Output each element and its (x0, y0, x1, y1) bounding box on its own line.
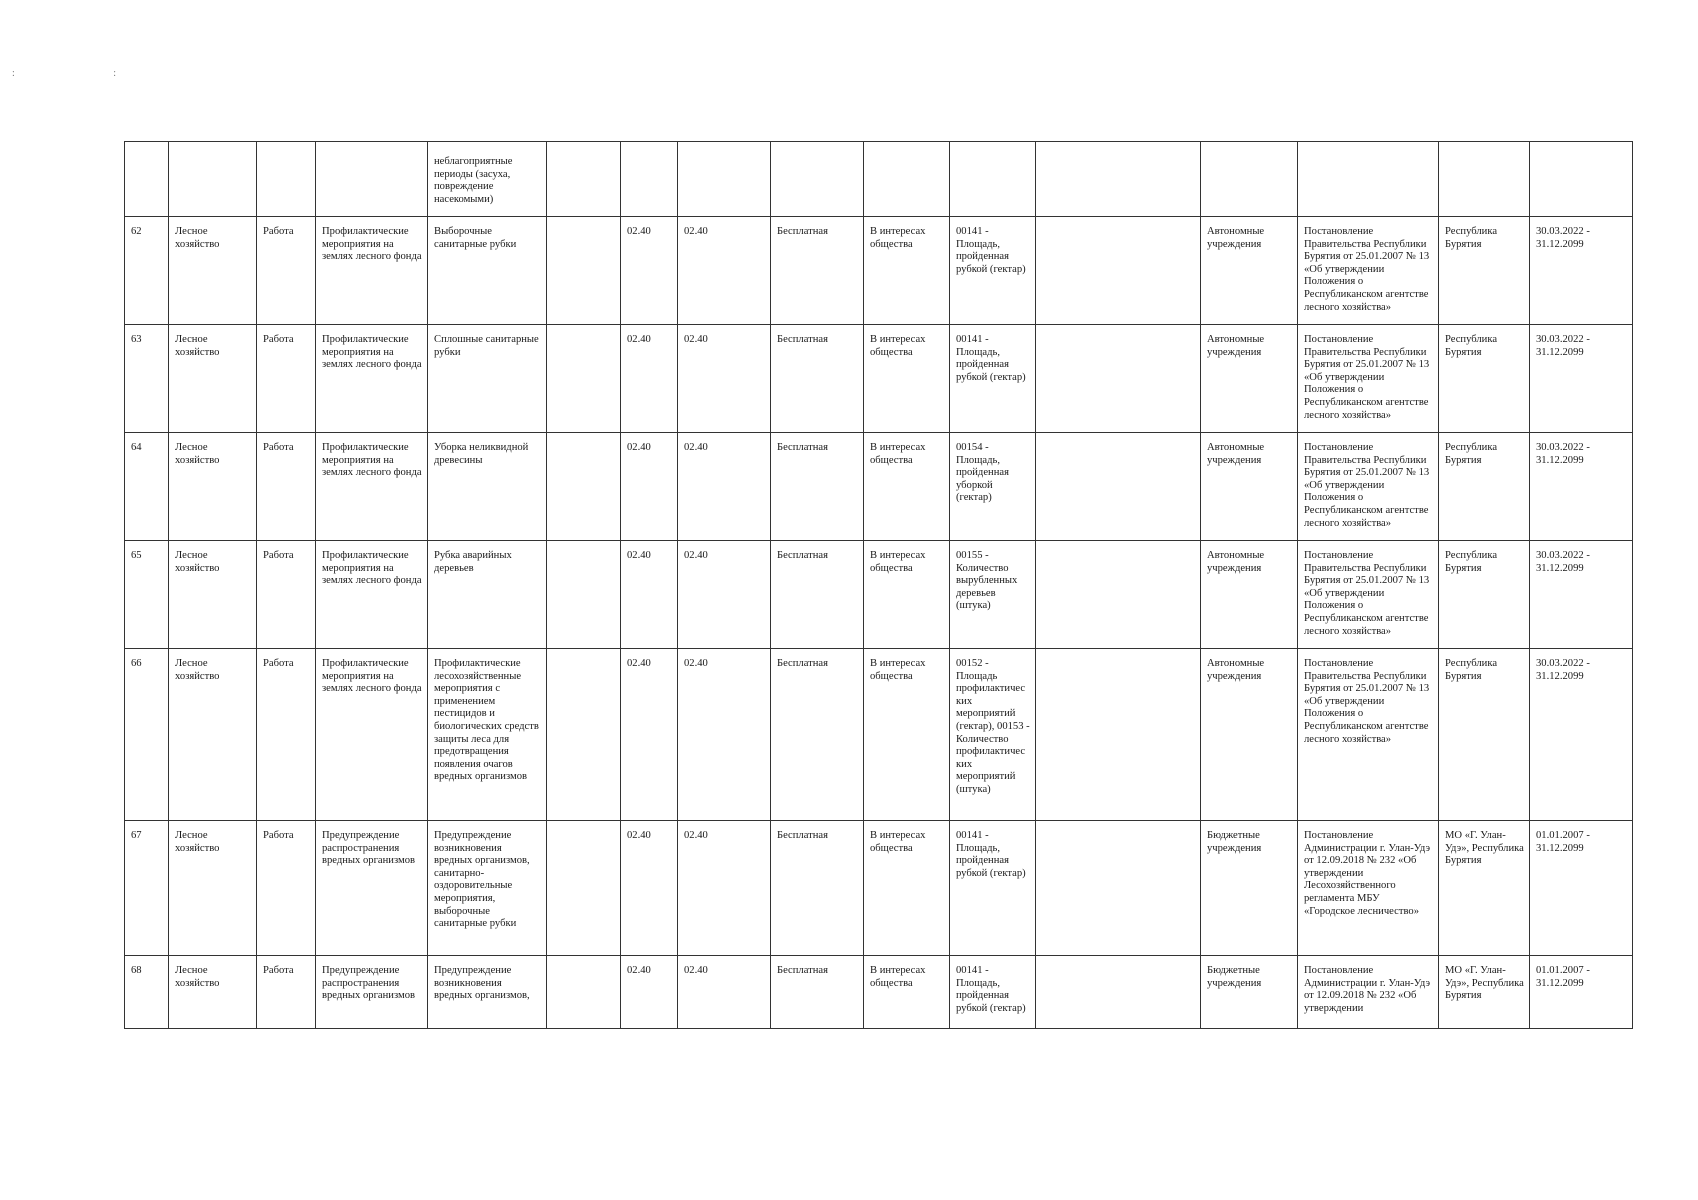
cell-code1: 02.40 (621, 541, 678, 649)
cell-num: 66 (125, 649, 169, 821)
cell-founder: Республика Бурятия (1439, 217, 1530, 325)
cell-basis: Постановление Правительства Республики Бурятия от 25.01.2007 № 13 «Об утверждении Положения о Республиканском агентстве лесного хозяйства» (1298, 217, 1439, 325)
cell-code2: 02.40 (678, 217, 771, 325)
cell-founder: Республика Бурятия (1439, 649, 1530, 821)
cell-sector: Лесное хозяйство (169, 541, 257, 649)
cell-indicator: 00141 - Площадь, пройденная рубкой (гектар) (950, 956, 1036, 1029)
cell-period (1530, 142, 1633, 217)
cell-blank (547, 142, 621, 217)
cell-content: Предупреждение распространения вредных организмов (316, 821, 428, 956)
cell-interest: В интересах общества (864, 956, 950, 1029)
cell-code2: 02.40 (678, 541, 771, 649)
cell-payment (771, 142, 864, 217)
cell-blank (547, 956, 621, 1029)
cell-blank (547, 649, 621, 821)
cell-period: 30.03.2022 - 31.12.2099 (1530, 541, 1633, 649)
cell-code1: 02.40 (621, 956, 678, 1029)
table-row (125, 217, 1633, 325)
cell-blank (1036, 142, 1201, 217)
cell-basis (1298, 142, 1439, 217)
cell-blank (547, 541, 621, 649)
cell-content: Профилактические мероприятия на землях лесного фонда (316, 433, 428, 541)
cell-indicator: 00141 - Площадь, пройденная рубкой (гектар) (950, 217, 1036, 325)
registry-table (124, 141, 1633, 1029)
table-row (125, 142, 1633, 217)
cell-type: Работа (257, 821, 316, 956)
cell-founder: Республика Бурятия (1439, 433, 1530, 541)
cell-num: 67 (125, 821, 169, 956)
cell-period: 30.03.2022 - 31.12.2099 (1530, 325, 1633, 433)
cell-indicator: 00155 - Количество вырубленных деревьев (штука) (950, 541, 1036, 649)
cell-sector: Лесное хозяйство (169, 956, 257, 1029)
cell-description: Рубка аварийных деревьев (428, 541, 547, 649)
table-row (125, 821, 1633, 956)
cell-type: Работа (257, 325, 316, 433)
cell-num: 68 (125, 956, 169, 1029)
cell-founder: Республика Бурятия (1439, 325, 1530, 433)
cell-payment: Бесплатная (771, 821, 864, 956)
cell-sector: Лесное хозяйство (169, 433, 257, 541)
cell-type (257, 142, 316, 217)
cell-type: Работа (257, 541, 316, 649)
cell-description: неблагоприятные периоды (засуха, повреждение насекомыми) (428, 142, 547, 217)
cell-indicator: 00152 - Площадь профилактических мероприятий (гектар), 00153 - Количество профилактических мероприятий (штука) (950, 649, 1036, 821)
cell-indicator (950, 142, 1036, 217)
cell-payment: Бесплатная (771, 956, 864, 1029)
cell-payment: Бесплатная (771, 541, 864, 649)
cell-blank (1036, 217, 1201, 325)
cell-type: Работа (257, 433, 316, 541)
cell-payment: Бесплатная (771, 325, 864, 433)
cell-institution: Автономные учреждения (1201, 649, 1298, 821)
cell-code2: 02.40 (678, 649, 771, 821)
table-row (125, 649, 1633, 821)
cell-basis: Постановление Правительства Республики Бурятия от 25.01.2007 № 13 «Об утверждении Положения о Республиканском агентстве лесного хозяйства» (1298, 649, 1439, 821)
cell-blank (1036, 541, 1201, 649)
cell-type: Работа (257, 956, 316, 1029)
cell-code1: 02.40 (621, 217, 678, 325)
cell-sector: Лесное хозяйство (169, 217, 257, 325)
cell-basis: Постановление Администрации г. Улан-Удэ от 12.09.2018 № 232 «Об утверждении (1298, 956, 1439, 1029)
cell-num: 62 (125, 217, 169, 325)
cell-blank (1036, 433, 1201, 541)
cell-institution (1201, 142, 1298, 217)
table-row (125, 541, 1633, 649)
cell-institution: Бюджетные учреждения (1201, 821, 1298, 956)
cell-content: Профилактические мероприятия на землях лесного фонда (316, 325, 428, 433)
table-row (125, 433, 1633, 541)
cell-institution: Бюджетные учреждения (1201, 956, 1298, 1029)
cell-description: Предупреждение возникновения вредных организмов, (428, 956, 547, 1029)
cell-period: 01.01.2007 - 31.12.2099 (1530, 956, 1633, 1029)
cell-code1: 02.40 (621, 433, 678, 541)
cell-type: Работа (257, 217, 316, 325)
cell-sector: Лесное хозяйство (169, 325, 257, 433)
cell-blank (547, 217, 621, 325)
cell-institution: Автономные учреждения (1201, 541, 1298, 649)
cell-blank (1036, 956, 1201, 1029)
cell-basis: Постановление Администрации г. Улан-Удэ от 12.09.2018 № 232 «Об утверждении Лесохозяйственного регламента МБУ «Городское лесничество» (1298, 821, 1439, 956)
cell-num: 65 (125, 541, 169, 649)
cell-num: 63 (125, 325, 169, 433)
cell-payment: Бесплатная (771, 217, 864, 325)
cell-sector (169, 142, 257, 217)
cell-blank (1036, 325, 1201, 433)
cell-num (125, 142, 169, 217)
cell-code2: 02.40 (678, 325, 771, 433)
cell-code2: 02.40 (678, 821, 771, 956)
cell-description: Профилактические лесохозяйственные мероприятия с применением пестицидов и биологических средств защиты леса для предотвращения появления очагов вредных организмов (428, 649, 547, 821)
cell-interest (864, 142, 950, 217)
cell-founder: Республика Бурятия (1439, 541, 1530, 649)
cell-institution: Автономные учреждения (1201, 433, 1298, 541)
cell-founder: МО «Г. Улан-Удэ», Республика Бурятия (1439, 956, 1530, 1029)
cell-founder (1439, 142, 1530, 217)
cell-interest: В интересах общества (864, 821, 950, 956)
cell-blank (1036, 649, 1201, 821)
cell-code1 (621, 142, 678, 217)
table-row (125, 956, 1633, 1029)
cell-blank (547, 433, 621, 541)
cell-code1: 02.40 (621, 325, 678, 433)
cell-description: Выборочные санитарные рубки (428, 217, 547, 325)
cell-indicator: 00154 - Площадь, пройденная уборкой (гектар) (950, 433, 1036, 541)
cell-content: Профилактические мероприятия на землях лесного фонда (316, 217, 428, 325)
cell-interest: В интересах общества (864, 541, 950, 649)
cell-code1: 02.40 (621, 649, 678, 821)
cell-blank (547, 325, 621, 433)
table-row (125, 325, 1633, 433)
cell-basis: Постановление Правительства Республики Бурятия от 25.01.2007 № 13 «Об утверждении Положения о Республиканском агентстве лесного хозяйства» (1298, 541, 1439, 649)
cell-blank (1036, 821, 1201, 956)
cell-interest: В интересах общества (864, 325, 950, 433)
cell-period: 30.03.2022 - 31.12.2099 (1530, 217, 1633, 325)
cell-sector: Лесное хозяйство (169, 649, 257, 821)
cell-institution: Автономные учреждения (1201, 325, 1298, 433)
cell-description: Уборка неликвидной древесины (428, 433, 547, 541)
cell-blank (547, 821, 621, 956)
cell-indicator: 00141 - Площадь, пройденная рубкой (гектар) (950, 325, 1036, 433)
cell-period: 01.01.2007 - 31.12.2099 (1530, 821, 1633, 956)
cell-content: Профилактические мероприятия на землях лесного фонда (316, 541, 428, 649)
cell-code2 (678, 142, 771, 217)
cell-basis: Постановление Правительства Республики Бурятия от 25.01.2007 № 13 «Об утверждении Положения о Республиканском агентстве лесного хозяйства» (1298, 325, 1439, 433)
cell-code2: 02.40 (678, 956, 771, 1029)
cell-founder: МО «Г. Улан-Удэ», Республика Бурятия (1439, 821, 1530, 956)
cell-code2: 02.40 (678, 433, 771, 541)
cell-content: Профилактические мероприятия на землях лесного фонда (316, 649, 428, 821)
cell-interest: В интересах общества (864, 649, 950, 821)
cell-num: 64 (125, 433, 169, 541)
cell-content (316, 142, 428, 217)
cell-payment: Бесплатная (771, 433, 864, 541)
cell-indicator: 00141 - Площадь, пройденная рубкой (гектар) (950, 821, 1036, 956)
page-edge-marks: : : (12, 68, 165, 79)
cell-code1: 02.40 (621, 821, 678, 956)
cell-content: Предупреждение распространения вредных организмов (316, 956, 428, 1029)
cell-period: 30.03.2022 - 31.12.2099 (1530, 649, 1633, 821)
cell-description: Предупреждение возникновения вредных организмов, санитарно-оздоровительные мероприятия, выборочные санитарные рубки (428, 821, 547, 956)
cell-interest: В интересах общества (864, 217, 950, 325)
cell-basis: Постановление Правительства Республики Бурятия от 25.01.2007 № 13 «Об утверждении Положения о Республиканском агентстве лесного хозяйства» (1298, 433, 1439, 541)
cell-description: Сплошные санитарные рубки (428, 325, 547, 433)
cell-type: Работа (257, 649, 316, 821)
cell-institution: Автономные учреждения (1201, 217, 1298, 325)
cell-payment: Бесплатная (771, 649, 864, 821)
cell-sector: Лесное хозяйство (169, 821, 257, 956)
cell-period: 30.03.2022 - 31.12.2099 (1530, 433, 1633, 541)
cell-interest: В интересах общества (864, 433, 950, 541)
